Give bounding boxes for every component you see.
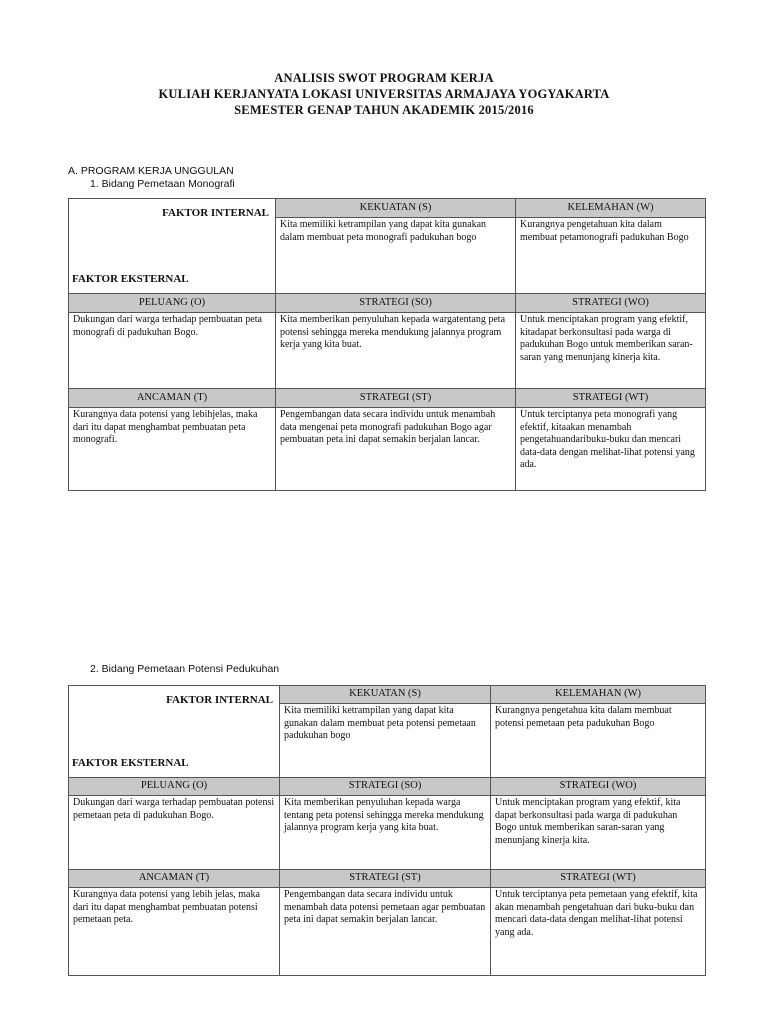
ancaman-header: ANCAMAN (T) bbox=[69, 870, 280, 888]
strategi-so-header: STRATEGI (SO) bbox=[276, 294, 516, 313]
strategi-wo-header: STRATEGI (WO) bbox=[491, 778, 706, 796]
strategi-st-header: STRATEGI (ST) bbox=[280, 870, 491, 888]
title-line-3: SEMESTER GENAP TAHUN AKADEMIK 2015/2016 bbox=[234, 103, 534, 117]
strategi-so-cell: Kita memberikan penyuluhan kepada warga tentang peta potensi sehingga mereka mendukung jalannya program kerja yang kita buat. bbox=[280, 796, 491, 870]
kelemahan-header: KELEMAHAN (W) bbox=[491, 686, 706, 704]
faktor-eksternal-label: FAKTOR EKSTERNAL bbox=[72, 756, 189, 769]
swot-table-2 bbox=[68, 685, 706, 976]
title-line-2: KULIAH KERJANYATA LOKASI UNIVERSITAS ARMAJAYA YOGYAKARTA bbox=[158, 87, 610, 101]
table-1-heading: 1. Bidang Pemetaan Monografi bbox=[90, 178, 235, 190]
strategi-wt-header: STRATEGI (WT) bbox=[516, 389, 706, 408]
strategi-wt-header: STRATEGI (WT) bbox=[491, 870, 706, 888]
strategi-wo-cell: Untuk menciptakan program yang efektif, kita dapat berkonsultasi pada warga di padukuhan Bogo untuk memberikan saran-saran yang menunjang kinerja kita. bbox=[491, 796, 706, 870]
strategi-wt-cell: Untuk terciptanya peta pemetaan yang efektif, kita akan menambah pengetahuan dari buku-buku dan mencari data-data dengan melihat-lihat potensi yang ada. bbox=[491, 888, 706, 976]
ancaman-cell: Kurangnya data potensi yang lebih jelas, maka dari itu dapat menghambat pembuatan potensi pemetaan peta. bbox=[69, 888, 280, 976]
factor-corner-cell bbox=[69, 686, 280, 778]
kekuatan-cell: Kita memiliki ketrampilan yang dapat kita gunakan dalam membuat peta monografi padukuhan bogo bbox=[276, 218, 516, 294]
faktor-internal-label: FAKTOR INTERNAL bbox=[166, 694, 273, 706]
kelemahan-cell: Kurangnya pengetahuan kita dalam membuat petamonografi padukuhan Bogo bbox=[516, 218, 706, 294]
strategi-wt-cell: Untuk terciptanya peta monografi yang efektif, kitaakan menambah pengetahuandaribuku-buku dan mencari data-data dengan melihat-lihat potensi yang ada. bbox=[516, 408, 706, 491]
faktor-internal-label: FAKTOR INTERNAL bbox=[162, 207, 269, 219]
peluang-cell: Dukungan dari warga terhadap pembuatan potensi pemetaan peta di padukuhan Bogo. bbox=[69, 796, 280, 870]
strategi-st-header: STRATEGI (ST) bbox=[276, 389, 516, 408]
strategi-so-cell: Kita memberikan penyuluhan kepada wargatentang peta potensi sehingga mereka mendukung jalannya program kerja yang kita buat. bbox=[276, 313, 516, 389]
ancaman-header: ANCAMAN (T) bbox=[69, 389, 276, 408]
strategi-so-header: STRATEGI (SO) bbox=[280, 778, 491, 796]
kekuatan-header: KEKUATAN (S) bbox=[280, 686, 491, 704]
kelemahan-cell: Kurangnya pengetahua kita dalam membuat potensi pemetaan peta padukuhan Bogo bbox=[491, 704, 706, 778]
peluang-header: PELUANG (O) bbox=[69, 294, 276, 313]
peluang-header: PELUANG (O) bbox=[69, 778, 280, 796]
kekuatan-header: KEKUATAN (S) bbox=[276, 199, 516, 218]
strategi-st-cell: Pengembangan data secara individu untuk menambah data potensi pemetaan agar pembuatan peta ini dapat semakin berjalan lancar. bbox=[280, 888, 491, 976]
peluang-cell: Dukungan dari warga terhadap pembuatan peta monografi di padukuhan Bogo. bbox=[69, 313, 276, 389]
swot-table-1 bbox=[68, 198, 706, 491]
ancaman-cell: Kurangnya data potensi yang lebihjelas, maka dari itu dapat menghambat pembuatan peta monografi. bbox=[69, 408, 276, 491]
kekuatan-cell: Kita memiliki ketrampilan yang dapat kita gunakan dalam membuat peta potensi pemetaan padukuhan bogo bbox=[280, 704, 491, 778]
page-title bbox=[0, 70, 768, 118]
faktor-eksternal-label: FAKTOR EKSTERNAL bbox=[72, 272, 189, 285]
strategi-wo-header: STRATEGI (WO) bbox=[516, 294, 706, 313]
title-line-1: ANALISIS SWOT PROGRAM KERJA bbox=[274, 71, 494, 85]
kelemahan-header: KELEMAHAN (W) bbox=[516, 199, 706, 218]
strategi-wo-cell: Untuk menciptakan program yang efektif, kitadapat berkonsultasi pada warga di padukuhan Bogo untuk memberikan saran-saran yang menunjang kinerja kita. bbox=[516, 313, 706, 389]
table-2-heading: 2. Bidang Pemetaan Potensi Pedukuhan bbox=[90, 663, 280, 675]
section-heading: A. PROGRAM KERJA UNGGULAN bbox=[68, 165, 234, 177]
strategi-st-cell: Pengembangan data secara individu untuk menambah data mengenai peta monografi padukuhan Bogo agar pembuatan peta ini dapat semakin berjalan lancar. bbox=[276, 408, 516, 491]
factor-corner-cell bbox=[69, 199, 276, 294]
